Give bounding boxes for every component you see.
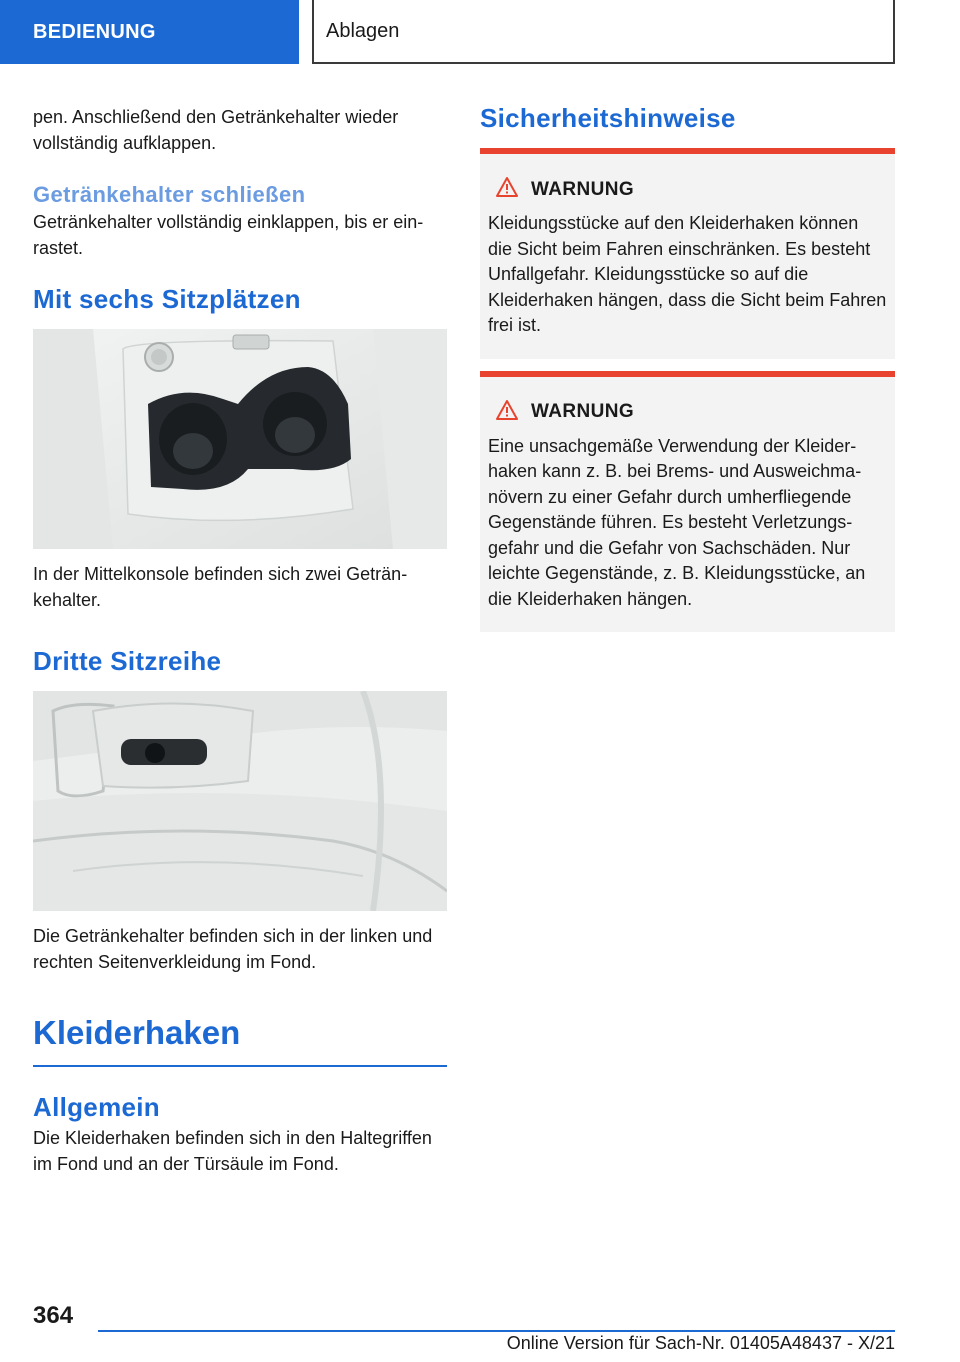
general-heading: Allgemein bbox=[33, 1092, 160, 1122]
warning-text: Kleidungsstücke auf den Kleiderhaken können die Sicht beim Fahren einschränken. Es besteht Unfallgefahr. Kleidungsstücke so auf die Kleiderhaken hängen, dass die Sicht beim Fahren frei ist. bbox=[488, 213, 887, 335]
warning-title: WARNUNG bbox=[531, 178, 635, 200]
section-tab bbox=[0, 0, 299, 64]
third-row-cupholder-image bbox=[33, 691, 447, 911]
footer-rule bbox=[98, 1330, 895, 1332]
warning-box bbox=[480, 148, 895, 359]
warning-header bbox=[495, 154, 887, 203]
warning-box bbox=[480, 371, 895, 633]
center-console-cupholder-image bbox=[33, 329, 447, 549]
warning-title: WARNUNG bbox=[531, 401, 635, 422]
right-column bbox=[480, 100, 895, 632]
six-seats-heading: Mit sechs Sitzplätzen bbox=[33, 284, 301, 314]
page-number: 364 bbox=[33, 1302, 74, 1329]
chapter-header bbox=[312, 0, 895, 64]
intro-paragraph: pen. Anschließend den Getränkehalter wieder vollständig aufklappen. bbox=[33, 107, 399, 153]
section-title: BEDIENUNG bbox=[33, 20, 156, 43]
hooks-heading-rule bbox=[33, 1065, 447, 1067]
close-paragraph: Getränkehalter vollständig einklappen, bis er einrastet. bbox=[33, 212, 424, 258]
general-paragraph: Die Kleiderhaken befinden sich in den Haltegriffen im Fond und an der Türsäule im Fond. bbox=[33, 1128, 432, 1174]
warning-triangle-icon bbox=[495, 399, 519, 426]
third-row-heading: Dritte Sitzreihe bbox=[33, 646, 222, 676]
close-heading: Getränkehalter schließen bbox=[33, 182, 306, 207]
hooks-heading: Kleiderhaken bbox=[33, 1014, 241, 1051]
warning-text: Eine unsachgemäße Verwendung der Kleiderhaken kann z. B. bei Brems- und Ausweichmanövern zu einer Gefahr durch umherfliegende Gegenstände führen. Es besteht Verletzungsgefahr und die Gefahr von Sachschäden. Nur leichte Gegenstände, z. B. Kleidungsstücke, an die Kleiderhaken hängen. bbox=[488, 435, 866, 609]
safety-heading: Sicherheitshinweise bbox=[480, 103, 736, 133]
chapter-title: Ablagen bbox=[326, 19, 400, 42]
footer-text: Online Version für Sach-Nr. 01405A48437 - X/21 bbox=[506, 1333, 895, 1353]
left-column bbox=[33, 100, 447, 1177]
six-seats-caption: In der Mittelkonsole befinden sich zwei Getränkehalter. bbox=[33, 564, 408, 610]
warning-header bbox=[495, 377, 887, 426]
third-row-caption: Die Getränkehalter befinden sich in der linken und rechten Seitenverkleidung im Fond. bbox=[33, 926, 433, 972]
warning-triangle-icon bbox=[495, 176, 519, 203]
